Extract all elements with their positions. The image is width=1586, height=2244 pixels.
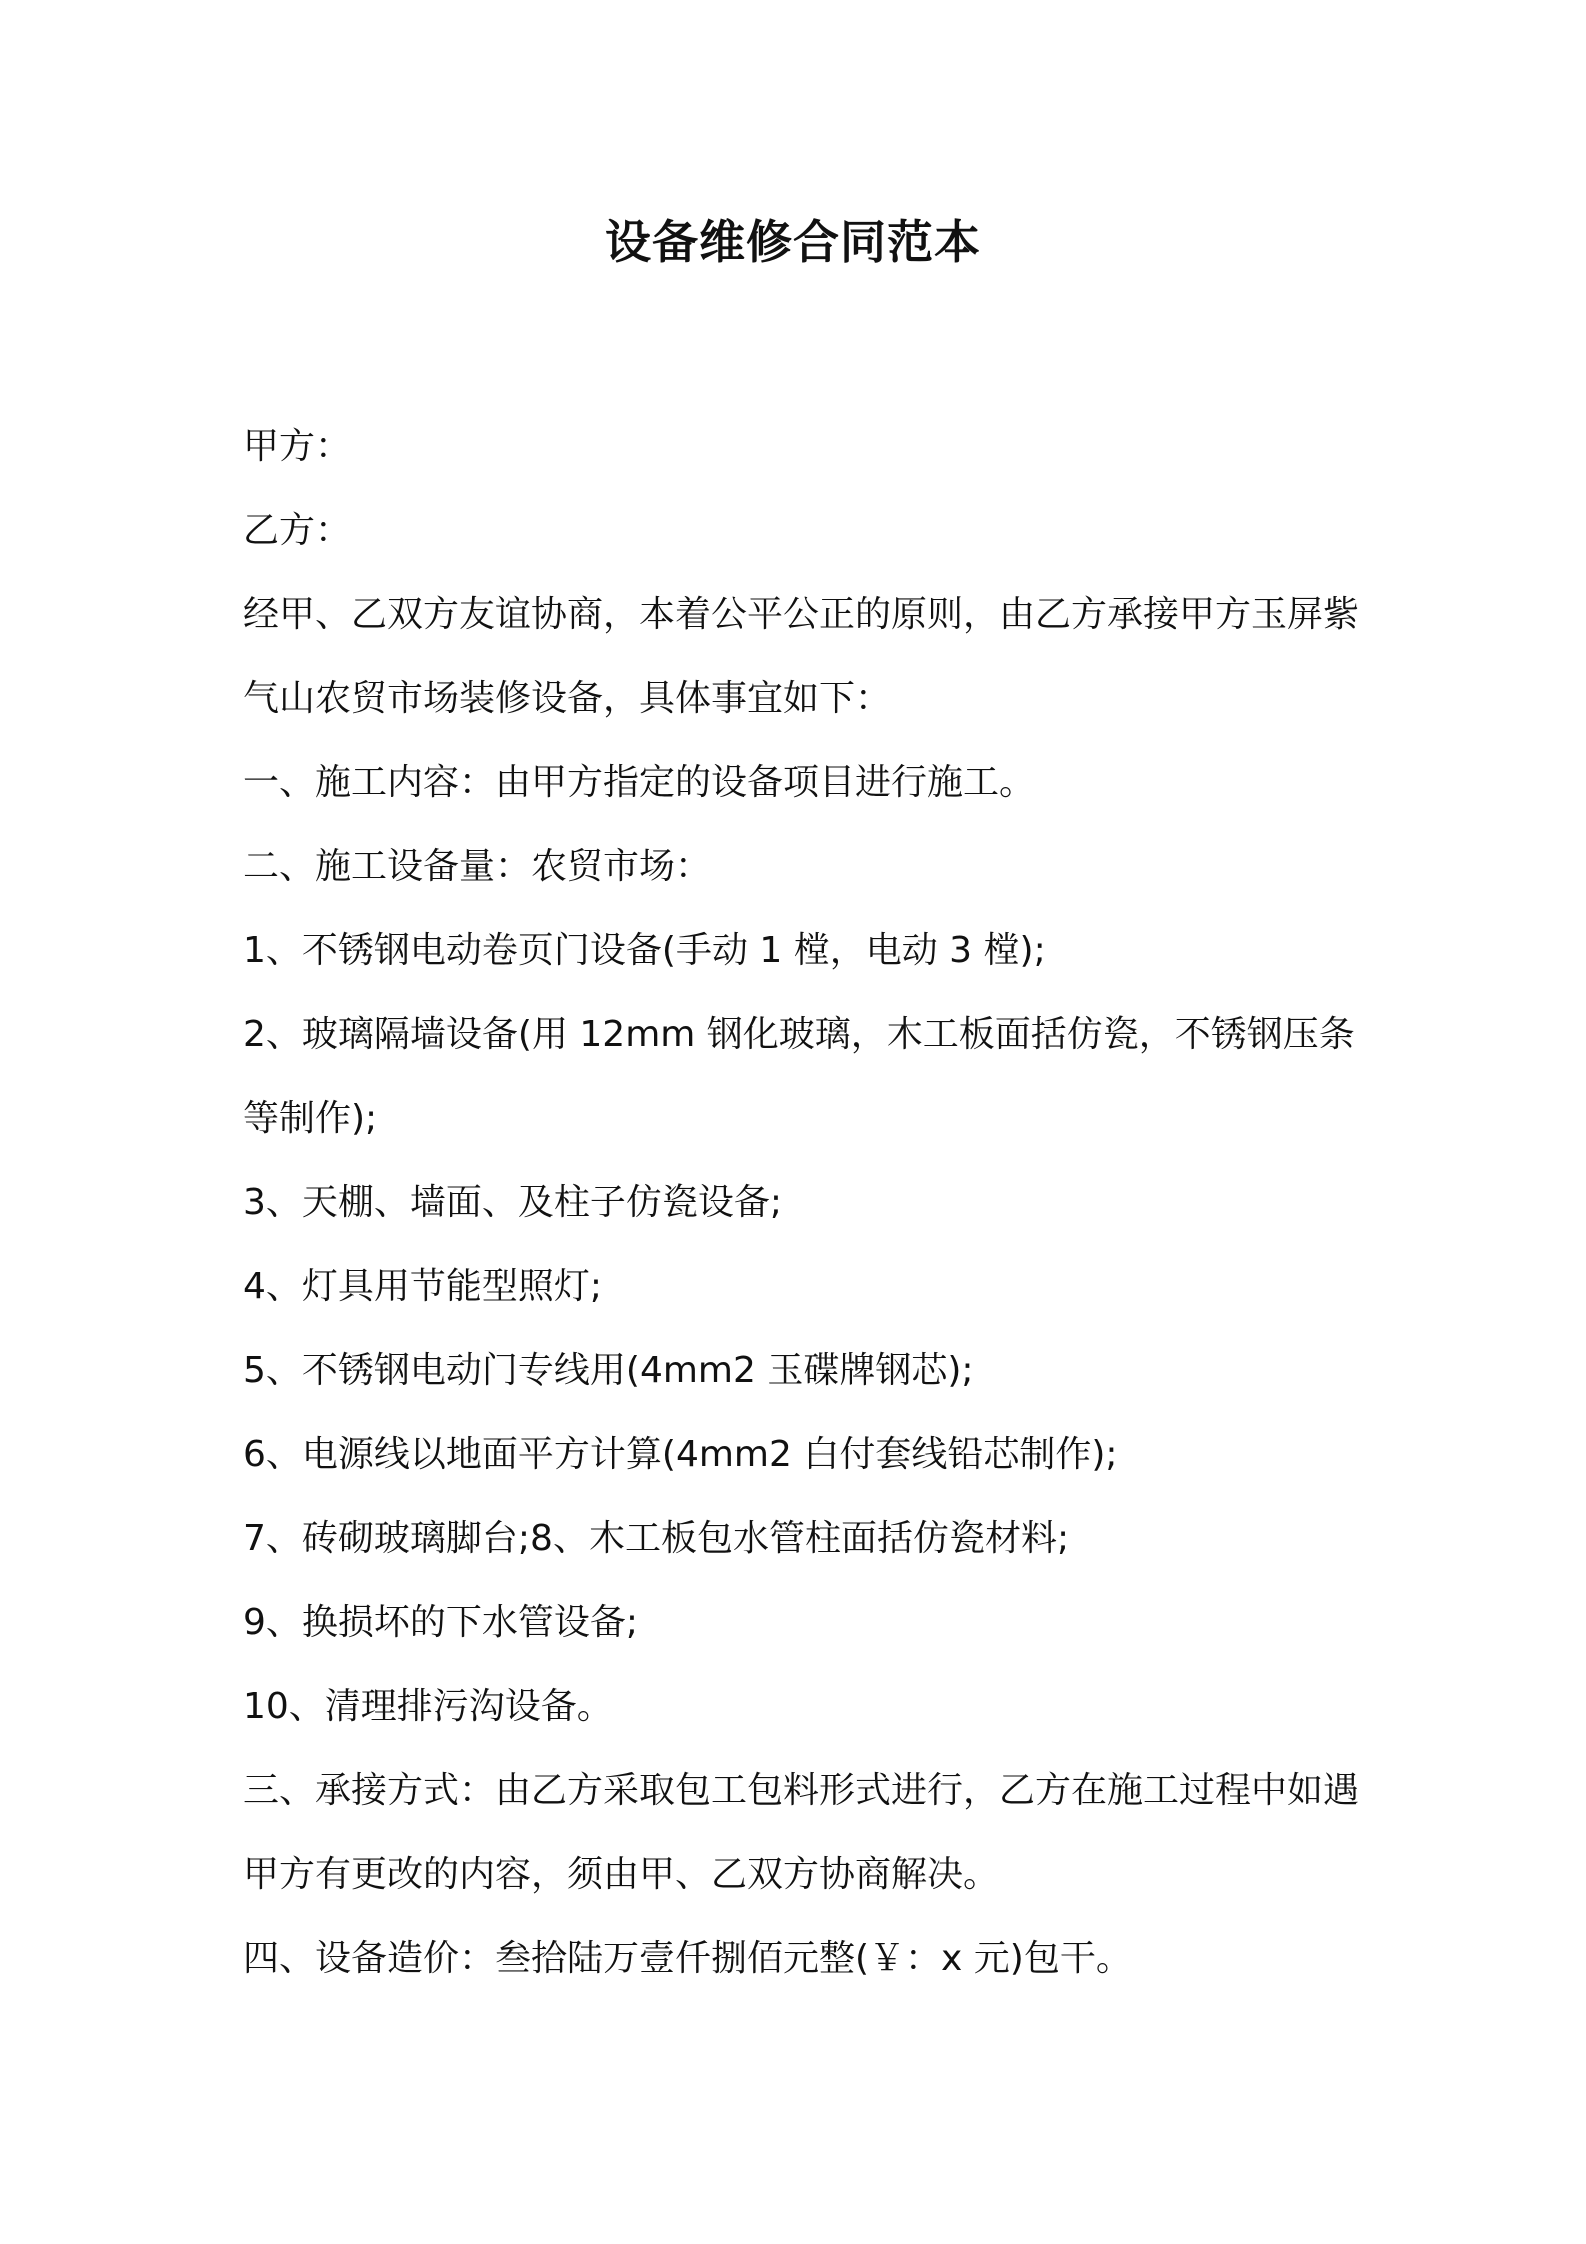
document-body [243,405,1363,2001]
list-item-7-8: 7、砖砌玻璃脚台;8、木工板包水管柱面括仿瓷材料; [243,1518,1070,1559]
list-item-5: 5、不锈钢电动门专线用(4mm2 玉碟牌钢芯); [243,1350,974,1391]
section-1-construction-content: 一、施工内容：由甲方指定的设备项目进行施工。 [243,762,1036,803]
list-item-4: 4、灯具用节能型照灯; [243,1266,603,1307]
intro-paragraph: 经甲、乙双方友谊协商，本着公平公正的原则，由乙方承接甲方玉屏紫气山农贸市场装修设备，具体事宜如下： [243,594,1360,719]
list-item-3: 3、天棚、墙面、及柱子仿瓷设备; [243,1182,783,1223]
section-2-equipment-quantity: 二、施工设备量：农贸市场： [243,846,712,887]
list-item-9: 9、换损坏的下水管设备; [243,1602,639,1643]
list-item-2: 2、玻璃隔墙设备(用 12mm 钢化玻璃，木工板面括仿瓷，不锈钢压条等制作); [243,1014,1355,1139]
section-3-contract-method: 三、承接方式：由乙方采取包工包料形式进行，乙方在施工过程中如遇甲方有更改的内容，须由甲、乙双方协商解决。 [243,1770,1360,1895]
party-b-line: 乙方： [243,510,352,551]
party-a-line: 甲方： [243,426,352,467]
document-title: 设备维修合同范本 [605,215,981,269]
list-item-6: 6、电源线以地面平方计算(4mm2 白付套线铅芯制作); [243,1434,1118,1475]
list-item-10: 10、清理排污沟设备。 [243,1686,613,1727]
list-item-1: 1、不锈钢电动卷页门设备(手动 1 樘，电动 3 樘); [243,930,1046,971]
section-4-equipment-price: 四、设备造价：叁拾陆万壹仟捌佰元整(￥：x 元)包干。 [243,1938,1132,1979]
